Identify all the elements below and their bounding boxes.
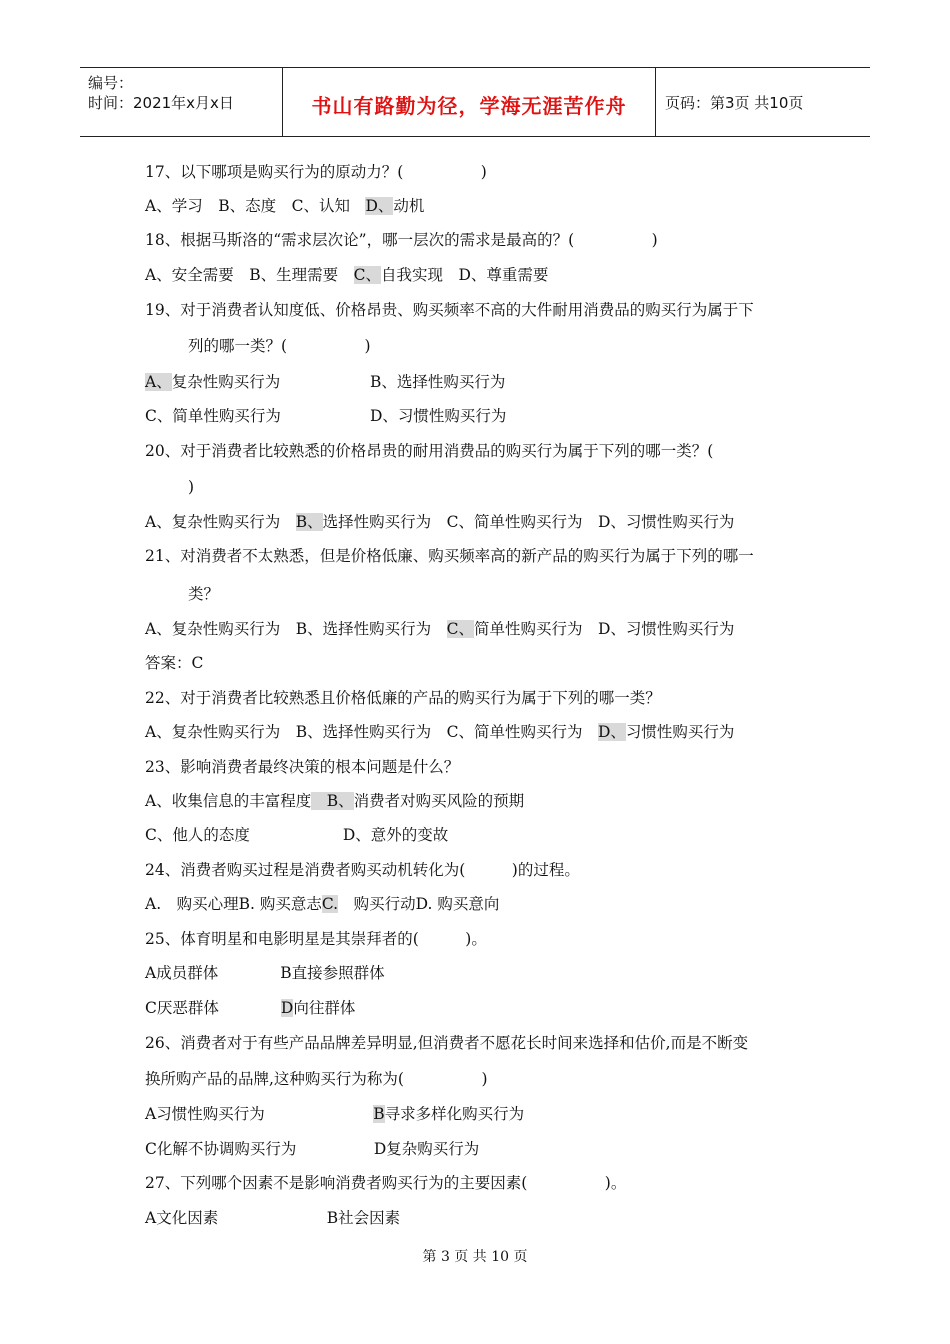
- question-21-cont: 类？: [188, 585, 220, 603]
- question-26-options-ab: [145, 1104, 524, 1124]
- q21-answer: 答案：C: [145, 654, 204, 672]
- question-22-options: [145, 722, 734, 742]
- q25-option-d-text: 向往群体: [293, 999, 356, 1017]
- q21-options-ab: A、复杂性购买行为 B、选择性购买行为: [145, 620, 447, 638]
- question-24: 24、消费者购买过程是消费者购买动机转化为( )的过程。: [145, 861, 580, 879]
- header-left-cell: [80, 68, 282, 136]
- question-19-cont: 列的哪一类？( ): [188, 337, 371, 355]
- question-21: 21、对消费者不太熟悉，但是价格低廉、购买频率高的新产品的购买行为属于下列的哪一: [145, 547, 754, 565]
- q17-option-d-text: 动机: [393, 197, 425, 215]
- q22-options-abc: A、复杂性购买行为 B、选择性购买行为 C、简单性购买行为: [145, 723, 598, 741]
- question-23: 23、影响消费者最终决策的根本问题是什么？: [145, 758, 460, 776]
- q21-answer-marker: C、: [446, 620, 474, 638]
- q26-answer-marker: B: [373, 1105, 385, 1123]
- q24-options-ab: A. 购买心理B. 购买意志: [145, 895, 322, 913]
- q19-option-d: D、习惯性购买行为: [370, 407, 507, 425]
- page-header: [80, 67, 870, 137]
- question-19-options-ab: [145, 372, 280, 392]
- q19-option-c: C、简单性购买行为: [145, 407, 281, 425]
- question-27: 27、下列哪个因素不是影响消费者购买行为的主要因素( )。: [145, 1174, 627, 1192]
- q20-option-a: A、复杂性购买行为: [145, 513, 296, 531]
- q24-answer-marker: C.: [321, 895, 339, 913]
- q20-options-bcd-text: 选择性购买行为 C、简单性购买行为 D、习惯性购买行为: [322, 513, 735, 531]
- question-25-options-cd: [145, 998, 355, 1018]
- q23-option-b-text: 消费者对购买风险的预期: [353, 792, 525, 810]
- page-footer: 第 3 页 共 10 页: [422, 1249, 528, 1265]
- question-20-cont: ): [188, 478, 195, 496]
- question-20: 20、对于消费者比较熟悉的价格昂贵的耐用消费品的购买行为属于下列的哪一类？(: [145, 442, 714, 460]
- q20-answer-marker: B、: [295, 513, 323, 531]
- question-27-options-ab: A文化因素 B社会因素: [145, 1209, 401, 1227]
- question-26-options-cd: C化解不协调购买行为 D复杂购买行为: [145, 1140, 480, 1158]
- q23-option-a: A、收集信息的丰富程度: [145, 792, 312, 810]
- q19-answer-marker: A、: [145, 373, 172, 391]
- question-26: 26、消费者对于有些产品品牌差异明显,但消费者不愿花长时间来选择和估价,而是不断变: [145, 1034, 749, 1052]
- question-19: 19、对于消费者认知度低、价格昂贵、购买频率不高的大件耐用消费品的购买行为属于下: [145, 301, 754, 319]
- question-23-options-cd: C、他人的态度 D、意外的变故: [145, 826, 449, 844]
- q18-options-cd-text: 自我实现 D、尊重需要: [380, 266, 549, 284]
- number-label: 编号：: [88, 74, 134, 92]
- q19-option-a-text: 复杂性购买行为: [171, 373, 281, 391]
- q26-option-b-text: 寻求多样化购买行为: [384, 1105, 525, 1123]
- q17-answer-marker: D、: [365, 197, 394, 215]
- time-label: 时间：2021年x月x日: [88, 94, 234, 112]
- question-17: 17、以下哪项是购买行为的原动力？( ): [145, 163, 487, 181]
- q17-options-abc: A、学习 B、态度 C、认知: [145, 197, 366, 215]
- q25-option-c: C厌恶群体: [145, 999, 281, 1017]
- question-21-options: [145, 619, 734, 639]
- q23-answer-marker: B、: [311, 792, 354, 810]
- question-23-options-ab: [145, 791, 524, 811]
- q25-answer-marker: D: [280, 999, 294, 1017]
- question-24-options: [145, 894, 499, 914]
- motto: 书山有路勤为径，学海无涯苦作舟: [311, 94, 627, 118]
- q22-option-d-text: 习惯性购买行为: [625, 723, 735, 741]
- question-26-cont: 换所购产品的品牌,这种购买行为称为( ): [145, 1070, 488, 1088]
- header-middle-cell: [282, 68, 656, 136]
- question-20-options: [145, 512, 734, 532]
- q18-answer-marker: C、: [353, 266, 381, 284]
- question-17-options: [145, 196, 424, 216]
- page-number-label: 页码：第3页 共10页: [665, 94, 804, 112]
- question-25-options-ab: A成员群体 B直接参照群体: [145, 964, 385, 982]
- question-22: 22、对于消费者比较熟悉且价格低廉的产品的购买行为属于下列的哪一类？: [145, 689, 661, 707]
- header-right-cell: [655, 68, 870, 136]
- question-18-options: [145, 265, 548, 285]
- question-25: 25、体育明星和电影明星是其崇拜者的( )。: [145, 930, 487, 948]
- q18-options-ab: A、安全需要 B、生理需要: [145, 266, 354, 284]
- question-18: 18、根据马斯洛的“需求层次论”，哪一层次的需求是最高的？( ): [145, 231, 658, 249]
- q24-options-cd-text: 购买行动D. 购买意向: [338, 895, 500, 913]
- q19-option-b: B、选择性购买行为: [370, 373, 506, 391]
- q21-options-cd-text: 简单性购买行为 D、习惯性购买行为: [473, 620, 735, 638]
- q22-answer-marker: D、: [597, 723, 626, 741]
- q26-option-a: A习惯性购买行为: [145, 1105, 374, 1123]
